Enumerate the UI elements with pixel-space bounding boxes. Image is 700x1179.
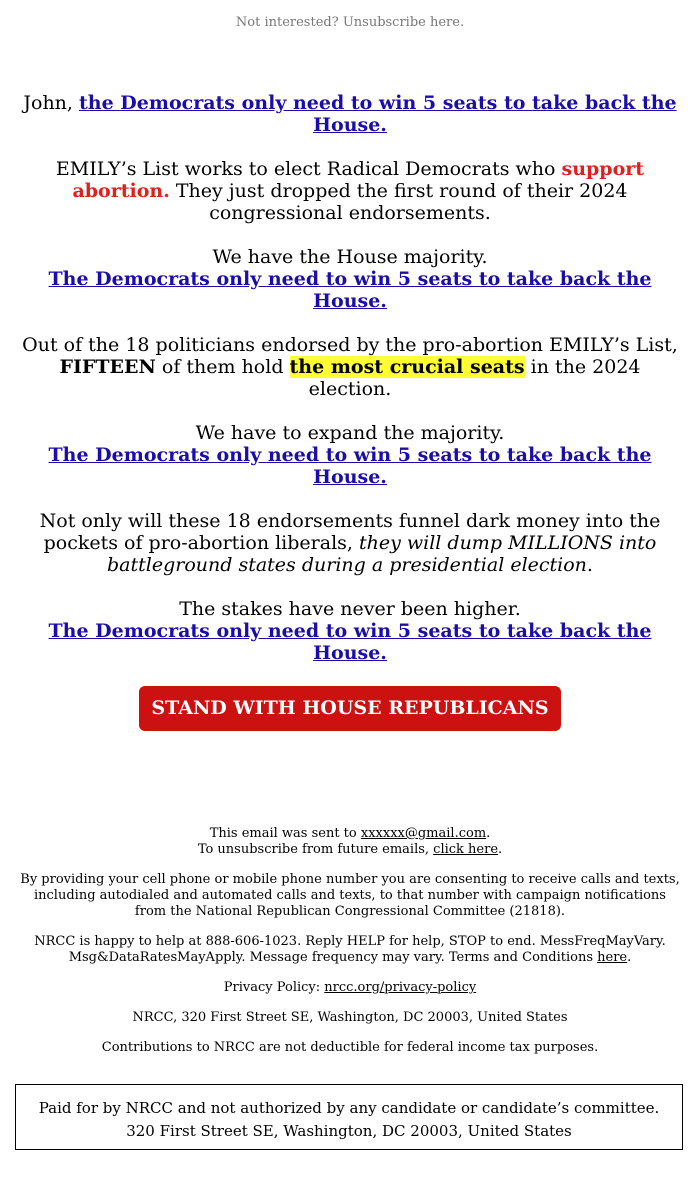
help-suffix: . <box>627 950 632 965</box>
paragraph-majority <box>20 246 680 312</box>
paragraph-expand <box>20 422 680 488</box>
footer-address: NRCC, 320 First Street SE, Washington, DC 20003, United States <box>132 1010 568 1025</box>
p2-text-a: EMILY’s List works to elect Radical Democrats who <box>55 158 562 180</box>
privacy-prefix: Privacy Policy: <box>223 980 325 995</box>
footer-privacy <box>20 980 680 996</box>
paid-for-disclaimer: Paid for by NRCC and not authorized by any candidate or candidate’s committee. 320 First Street SE, Washington, DC 20003, United States <box>15 1084 683 1150</box>
paragraph-stakes <box>20 598 680 664</box>
p4-text-a: Out of the 18 politicians endorsed by the pro-abortion EMILY’s List, <box>22 334 678 356</box>
unsub-prefix: To unsubscribe from future emails, <box>197 842 434 857</box>
sent-to-prefix: This email was sent to <box>209 826 361 841</box>
p3-text: We have the House majority. <box>212 246 488 268</box>
top-unsubscribe-link[interactable]: Not interested? Unsubscribe here. <box>235 15 465 30</box>
p6-text-a: Not only will these 18 endorsements funnel dark money into the pockets of pro-abortion liberals, <box>39 510 661 554</box>
fifteen-text: FIFTEEN <box>59 356 156 378</box>
p4-text-b: of them hold <box>155 356 290 378</box>
help-text: NRCC is happy to help at 888-606-1023. Reply HELP for help, STOP to end. MessFreqMayVary. Msg&DataRatesMayApply. Message frequency may vary. Terms and Conditions <box>34 934 666 965</box>
p6-text-b: . <box>586 554 593 576</box>
footer-sent-to <box>20 826 680 858</box>
footer-consent: By providing your cell phone or mobile phone number you are consenting to receive calls and texts, including autodialed and automated calls and texts, to that number with campaign notifications from the National Republican Congressional Committee (21818). <box>20 872 680 919</box>
footer-contributions: Contributions to NRCC are not deductible for federal income tax purposes. <box>101 1040 599 1055</box>
recipient-email-link[interactable]: xxxxxx@gmail.com <box>360 826 487 841</box>
cta-wrapper <box>20 686 680 731</box>
unsub-suffix: . <box>498 842 503 857</box>
sent-to-suffix: . <box>486 826 491 841</box>
p7-text: The stakes have never been higher. <box>179 598 521 620</box>
seats-link-2[interactable]: The Democrats only need to win 5 seats to take back the House. <box>48 444 652 488</box>
email-body <box>20 92 680 731</box>
paragraph-dark-money <box>20 510 680 576</box>
seats-link-3[interactable]: The Democrats only need to win 5 seats to take back the House. <box>48 620 652 664</box>
email-footer <box>20 826 680 1070</box>
privacy-policy-link[interactable]: nrcc.org/privacy-policy <box>324 980 477 995</box>
greeting-paragraph <box>20 92 680 136</box>
support-abortion-text: support abortion. <box>72 158 645 202</box>
terms-link[interactable]: here <box>597 950 628 965</box>
crucial-seats-highlight: the most crucial seats <box>289 356 525 378</box>
millions-italic: they will dump MILLIONS into battleground states during a presidential election <box>107 532 657 576</box>
paragraph-fifteen <box>20 334 680 400</box>
p4-text-c: in the 2024 election. <box>308 356 641 400</box>
footer-unsubscribe-link[interactable]: click here <box>433 842 499 857</box>
stand-with-house-republicans-button[interactable]: STAND WITH HOUSE REPUBLICANS <box>139 686 560 731</box>
greeting-name: John, <box>23 92 79 114</box>
p2-text-b: They just dropped the first round of their 2024 congressional endorsements. <box>169 180 628 224</box>
paragraph-emilys-list <box>20 158 680 224</box>
greeting-link[interactable]: the Democrats only need to win 5 seats to take back the House. <box>79 92 677 136</box>
footer-help <box>20 934 680 966</box>
p5-text: We have to expand the majority. <box>195 422 505 444</box>
seats-link-1[interactable]: The Democrats only need to win 5 seats to take back the House. <box>48 268 652 312</box>
